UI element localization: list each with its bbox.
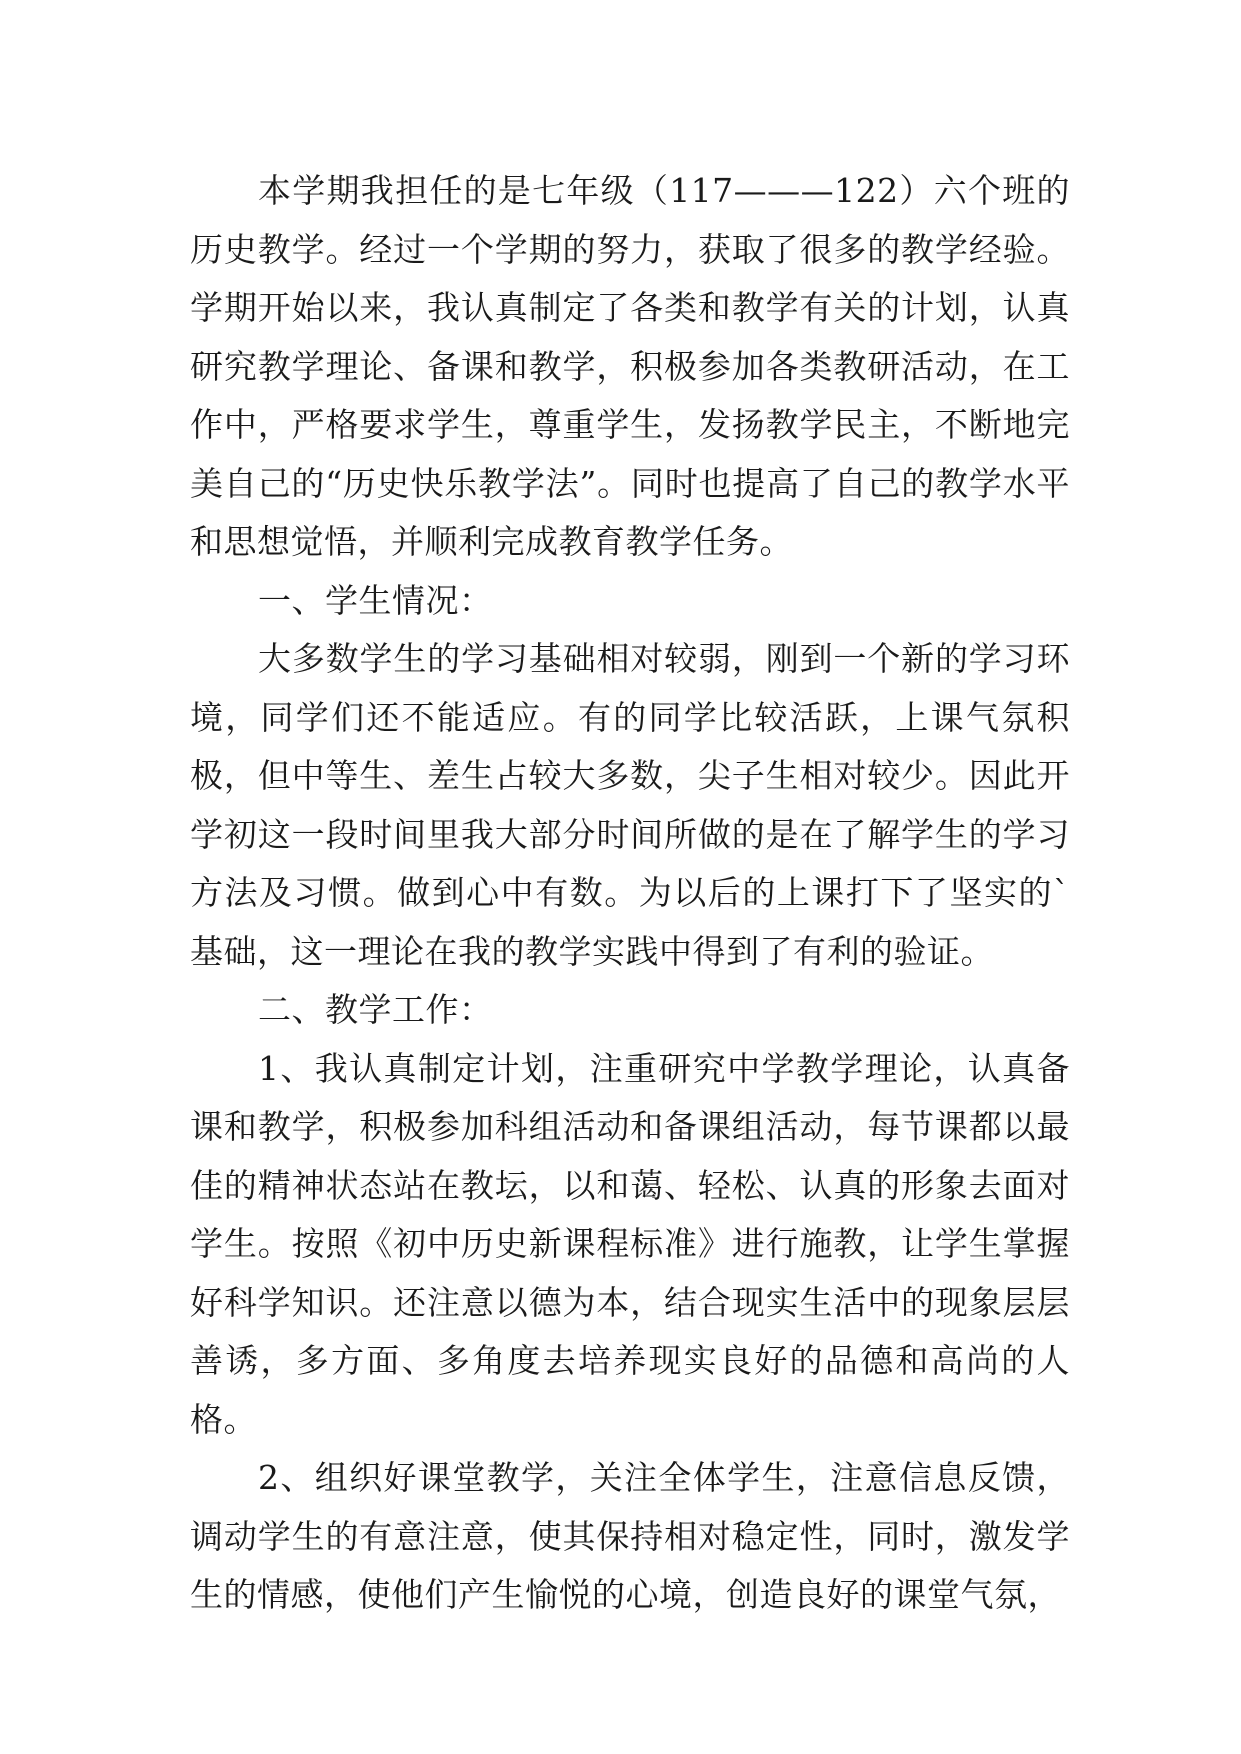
teaching-work-item-1: 1、我认真制定计划，注重研究中学教学理论，认真备课和教学，积极参加科组活动和备课组活动，每节课都以最佳的精神状态站在教坛，以和蔼、轻松、认真的形象去面对学生。按照《初中历史新课程标准》进行施教，让学生掌握好科学知识。还注意以德为本，结合现实生活中的现象层层善诱，多方面、多角度去培养现实良好的品德和高尚的人格。 [190, 1048, 1070, 1439]
document-body [190, 162, 1070, 1625]
student-situation-paragraph: 大多数学生的学习基础相对较弱，刚到一个新的学习环境，同学们还不能适应。有的同学比较活跃，上课气氛积极，但中等生、差生占较大多数，尖子生相对较少。因此开学初这一段时间里我大部分时间所做的是在了解学生的学习方法及习惯。做到心中有数。为以后的上课打下了坚实的`基础，这一理论在我的教学实践中得到了有利的验证。 [190, 639, 1070, 971]
intro-paragraph: 本学期我担任的是七年级（117———122）六个班的历史教学。经过一个学期的努力，获取了很多的教学经验。学期开始以来，我认真制定了各类和教学有关的计划，认真研究教学理论、备课和教学，积极参加各类教研活动，在工作中，严格要求学生，尊重学生，发扬教学民主，不断地完美自己的“历史快乐教学法”。同时也提高了自己的教学水平和思想觉悟，并顺利完成教育教学任务。 [190, 171, 1070, 561]
teaching-work-item-2: 2、组织好课堂教学，关注全体学生，注意信息反馈，调动学生的有意注意，使其保持相对稳定性，同时，激发学生的情感，使他们产生愉悦的心境，创造良好的课堂气氛， [190, 1458, 1070, 1614]
section-heading-student-situation: 一、学生情况： [258, 580, 493, 620]
section-heading-teaching-work: 二、教学工作： [258, 990, 493, 1029]
